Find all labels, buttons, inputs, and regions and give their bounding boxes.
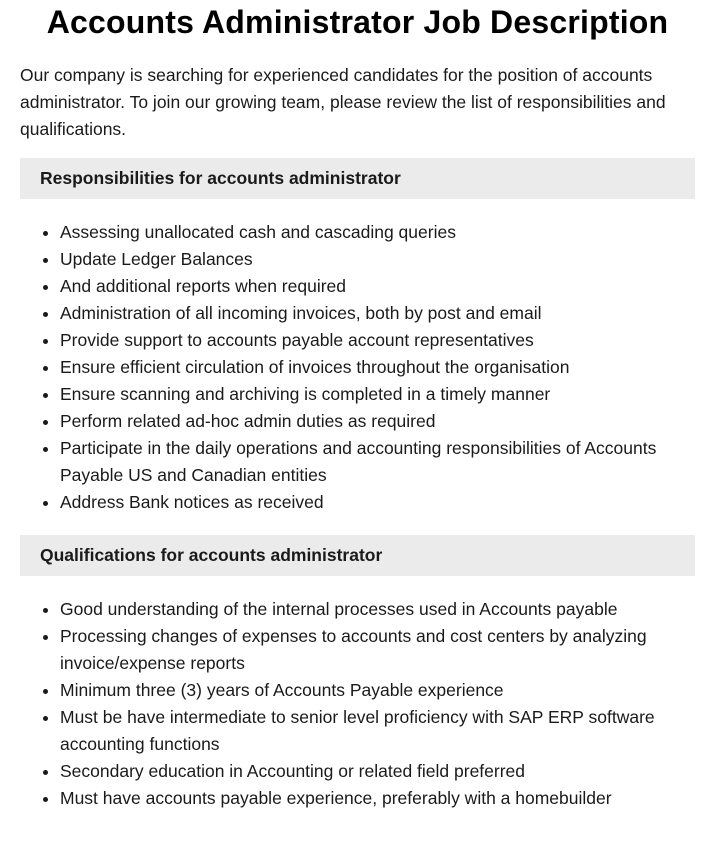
list-item: Update Ledger Balances [60, 246, 695, 273]
list-item: Participate in the daily operations and accounting responsibilities of Accounts Payable US and Canadian entities [60, 435, 695, 489]
list-item: Processing changes of expenses to accounts and cost centers by analyzing invoice/expense reports [60, 623, 695, 677]
list-item: Ensure efficient circulation of invoices throughout the organisation [60, 354, 695, 381]
intro-paragraph: Our company is searching for experienced candidates for the position of accounts administrator. To join our growing team, please review the list of responsibilities and qualifications. [20, 65, 666, 139]
qualifications-list [20, 596, 695, 812]
responsibilities-heading: Responsibilities for accounts administrator [20, 158, 695, 199]
list-item: Must have accounts payable experience, preferably with a homebuilder [60, 785, 695, 812]
list-item: Assessing unallocated cash and cascading queries [60, 219, 695, 246]
responsibilities-list [20, 219, 695, 516]
list-item: Ensure scanning and archiving is completed in a timely manner [60, 381, 695, 408]
qualifications-heading: Qualifications for accounts administrator [20, 535, 695, 576]
list-item: Good understanding of the internal processes used in Accounts payable [60, 596, 695, 623]
list-item: Administration of all incoming invoices, both by post and email [60, 300, 695, 327]
list-item: Minimum three (3) years of Accounts Payable experience [60, 677, 695, 704]
list-item: Secondary education in Accounting or related field preferred [60, 758, 695, 785]
list-item: Must be have intermediate to senior level proficiency with SAP ERP software accounting functions [60, 704, 695, 758]
page-title: Accounts Administrator Job Description [46, 4, 669, 40]
list-item: Address Bank notices as received [60, 489, 695, 516]
list-item: And additional reports when required [60, 273, 695, 300]
list-item: Perform related ad-hoc admin duties as required [60, 408, 695, 435]
list-item: Provide support to accounts payable account representatives [60, 327, 695, 354]
